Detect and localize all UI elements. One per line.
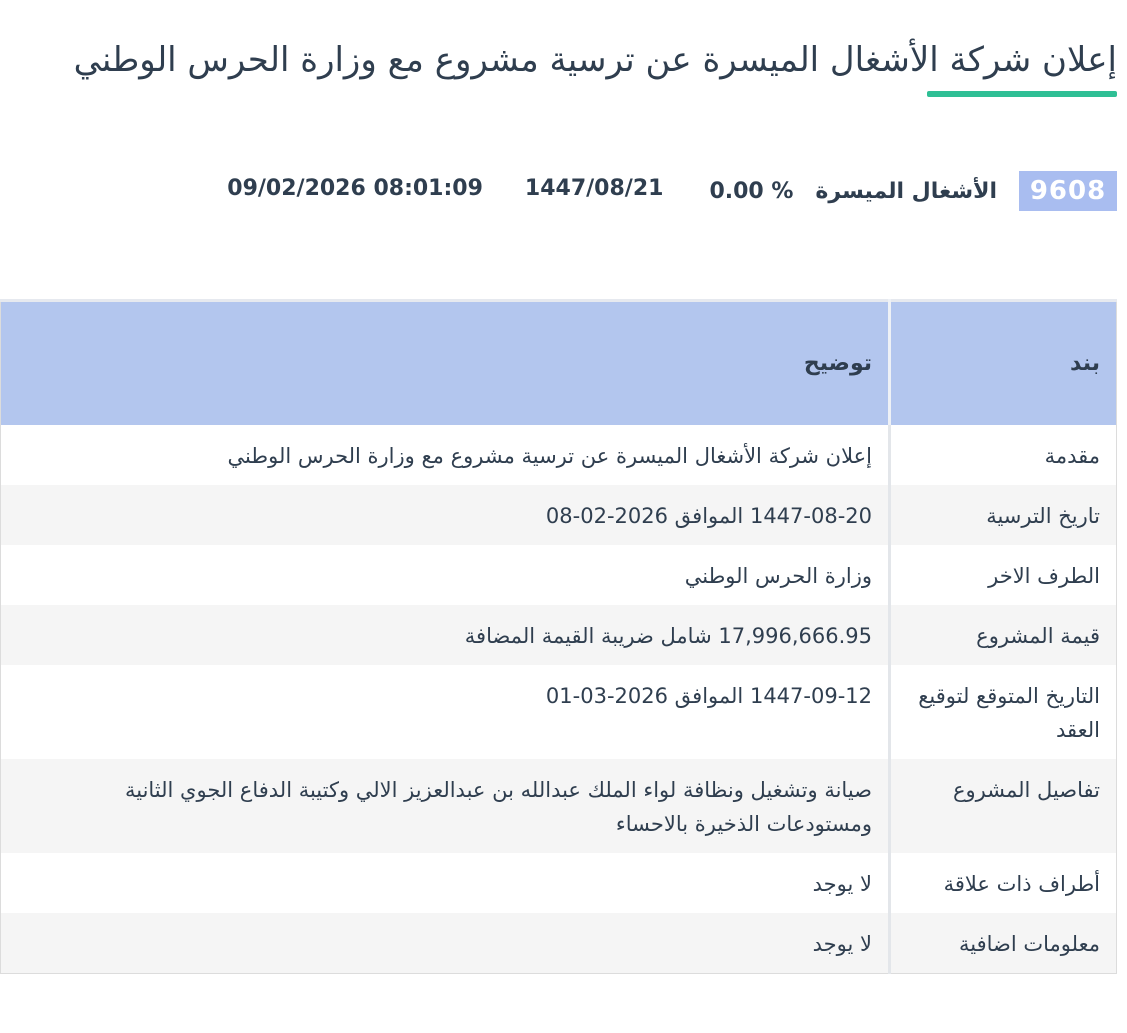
column-header-item: بند <box>890 301 1117 425</box>
row-value: 17,996,666.95 شامل ضريبة القيمة المضافة <box>1 605 890 665</box>
row-key: تفاصيل المشروع <box>890 759 1117 853</box>
announcement-datetime: 09/02/2026 08:01:09 <box>227 175 483 201</box>
row-value: لا يوجد <box>1 913 890 974</box>
row-key: معلومات اضافية <box>890 913 1117 974</box>
stock-info-bar <box>227 171 1117 211</box>
price-change: 0.00 % <box>709 178 794 204</box>
row-value: 1447-09-12 الموافق 2026-03-01 <box>1 665 890 759</box>
table-row <box>1 545 1117 605</box>
row-key: تاريخ الترسية <box>890 485 1117 545</box>
table-row <box>1 853 1117 913</box>
table-row <box>1 605 1117 665</box>
table-row <box>1 425 1117 485</box>
announcement-header <box>73 38 1117 82</box>
table-row <box>1 913 1117 974</box>
row-value: صيانة وتشغيل ونظافة لواء الملك عبدالله بن عبدالعزيز الالي وكتيبة الدفاع الجوي الثانية ومستودعات الذخيرة بالاحساء <box>1 759 890 853</box>
hijri-date: 1447/08/21 <box>524 175 664 201</box>
row-value: وزارة الحرس الوطني <box>1 545 890 605</box>
row-value: إعلان شركة الأشغال الميسرة عن ترسية مشروع مع وزارة الحرس الوطني <box>1 425 890 485</box>
row-key: مقدمة <box>890 425 1117 485</box>
row-value: 1447-08-20 الموافق 2026-02-08 <box>1 485 890 545</box>
column-header-description: توضيح <box>1 301 890 425</box>
row-key: الطرف الاخر <box>890 545 1117 605</box>
table-row <box>1 665 1117 759</box>
table-row <box>1 759 1117 853</box>
table-row <box>1 485 1117 545</box>
table-header-row <box>1 301 1117 425</box>
stock-symbol-badge[interactable]: 9608 <box>1019 171 1117 211</box>
company-name[interactable]: الأشغال الميسرة <box>815 178 997 204</box>
row-key: التاريخ المتوقع لتوقيع العقد <box>890 665 1117 759</box>
row-key: أطراف ذات علاقة <box>890 853 1117 913</box>
title-underline <box>927 91 1117 97</box>
announcement-details-table <box>0 299 1117 974</box>
row-key: قيمة المشروع <box>890 605 1117 665</box>
row-value: لا يوجد <box>1 853 890 913</box>
page-title: إعلان شركة الأشغال الميسرة عن ترسية مشروع مع وزارة الحرس الوطني <box>73 40 1117 80</box>
